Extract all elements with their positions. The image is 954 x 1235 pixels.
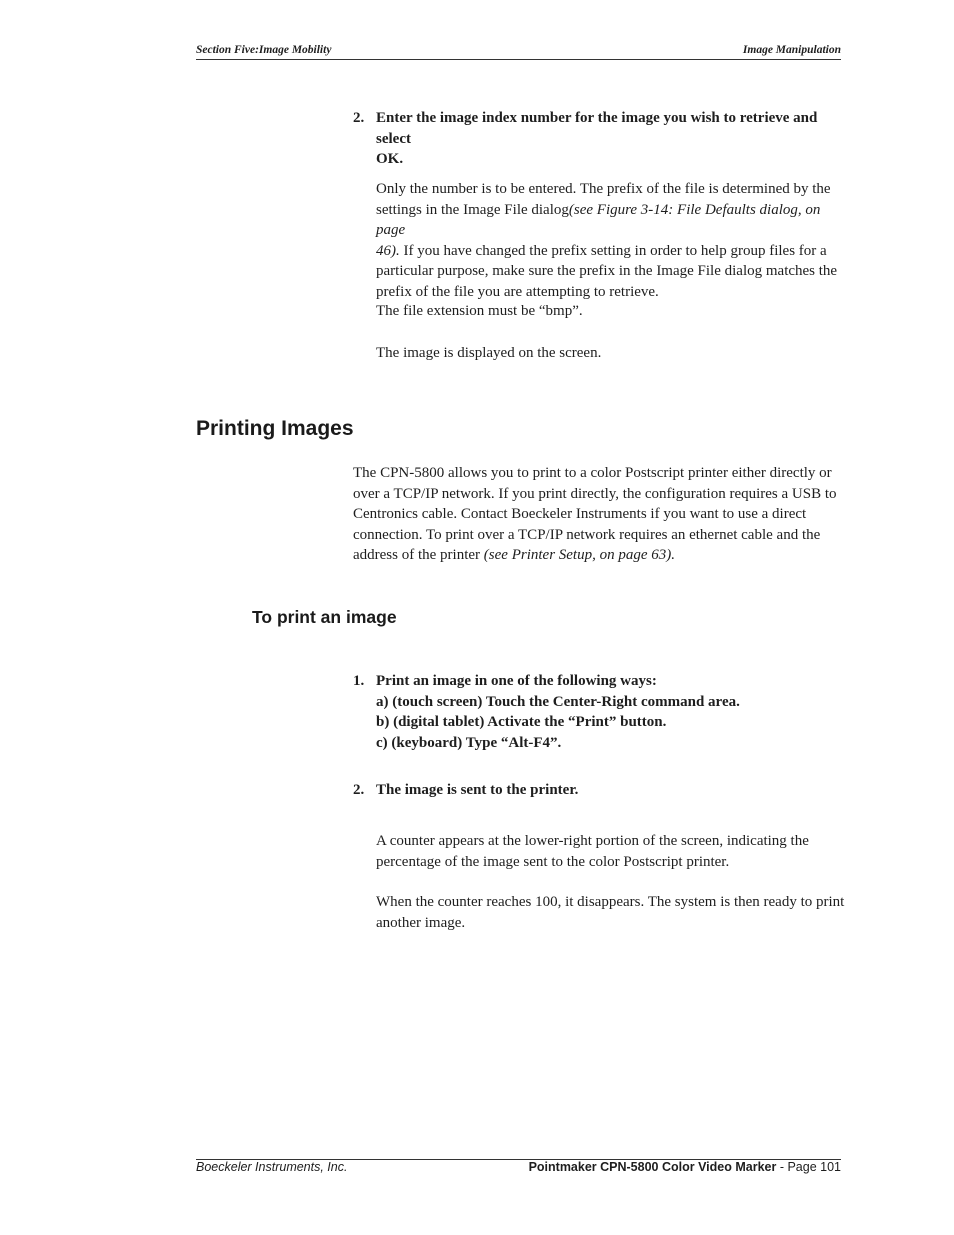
- text-line: percentage of the image sent to the color Postscript printer.: [376, 853, 730, 870]
- header-rule: [196, 59, 841, 60]
- text-line: [376, 241, 846, 262]
- counter-complete-paragraph: [376, 892, 846, 933]
- text-line: [353, 545, 843, 566]
- text-line: another image.: [376, 914, 466, 931]
- footer-product-page: [529, 1160, 841, 1174]
- text-span: address of the printer: [353, 547, 484, 563]
- step-text: [376, 671, 843, 753]
- text-line: Centronics cable. Contact Boeckeler Instruments if you want to use a direct: [353, 506, 807, 522]
- step-line: OK.: [376, 151, 404, 167]
- step-option-digital-tablet: b) (digital tablet) Activate the “Print” button.: [376, 714, 667, 730]
- retrieve-paragraph-prefix: [376, 179, 846, 302]
- step-text: The image is sent to the printer.: [376, 782, 579, 798]
- footer-page-number: - Page 101: [776, 1160, 841, 1174]
- retrieve-paragraph-displayed: The image is displayed on the screen.: [376, 345, 602, 361]
- text-line: over a TCP/IP network. If you print directly, the configuration requires a USB to: [353, 485, 837, 502]
- printer-setup-reference: (see Printer Setup, on page 63).: [483, 547, 676, 563]
- step-number: 1.: [353, 673, 365, 689]
- section-heading-printing-images: Printing Images: [196, 417, 354, 440]
- text-line: The CPN-5800 allows you to print to a color Postscript printer either directly or: [353, 465, 832, 481]
- footer-company: Boeckeler Instruments, Inc.: [196, 1160, 348, 1174]
- step-number: 2.: [353, 782, 365, 798]
- step-number: 2.: [353, 110, 365, 126]
- retrieve-step-2: [353, 108, 848, 170]
- text-span: settings in the Image File dialog: [376, 201, 569, 218]
- print-step-1: [353, 671, 843, 753]
- running-header-section: Section Five:Image Mobility: [196, 44, 332, 56]
- step-text: [376, 108, 848, 170]
- step-option-keyboard: c) (keyboard) Type “Alt-F4”.: [376, 734, 562, 751]
- text-line: A counter appears at the lower-right portion of the screen, indicating the: [376, 833, 809, 849]
- running-header-topic: Image Manipulation: [742, 44, 841, 56]
- printing-intro-paragraph: [353, 463, 843, 566]
- figure-reference-page: 46).: [376, 242, 400, 259]
- text-line: connection. To print over a TCP/IP network requires an ethernet cable and the: [353, 526, 821, 543]
- step-option-touch-screen: a) (touch screen) Touch the Center-Right command area.: [376, 693, 740, 710]
- text-line: When the counter reaches 100, it disappears. The system is then ready to print: [376, 894, 845, 910]
- counter-paragraph: [376, 831, 846, 872]
- step-line: Print an image in one of the following ways:: [376, 673, 657, 689]
- subsection-heading-to-print: To print an image: [252, 607, 397, 627]
- figure-reference: (see Figure 3-14: File Defaults dialog, on page: [376, 201, 821, 238]
- print-step-2: [353, 780, 843, 801]
- text-line: Only the number is to be entered. The prefix of the file is determined by the: [376, 181, 831, 197]
- footer-product: Pointmaker CPN-5800 Color Video Marker: [528, 1160, 777, 1174]
- text-line: [376, 200, 846, 241]
- text-line: prefix of the file you are attempting to retrieve.: [376, 283, 659, 300]
- text-line: particular purpose, make sure the prefix in the Image File dialog matches the: [376, 263, 838, 279]
- retrieve-paragraph-extension: The file extension must be “bmp”.: [376, 303, 583, 319]
- step-line: Enter the image index number for the image you wish to retrieve and select: [376, 110, 818, 147]
- text-span: If you have changed the prefix setting in order to help group files for a: [399, 242, 827, 259]
